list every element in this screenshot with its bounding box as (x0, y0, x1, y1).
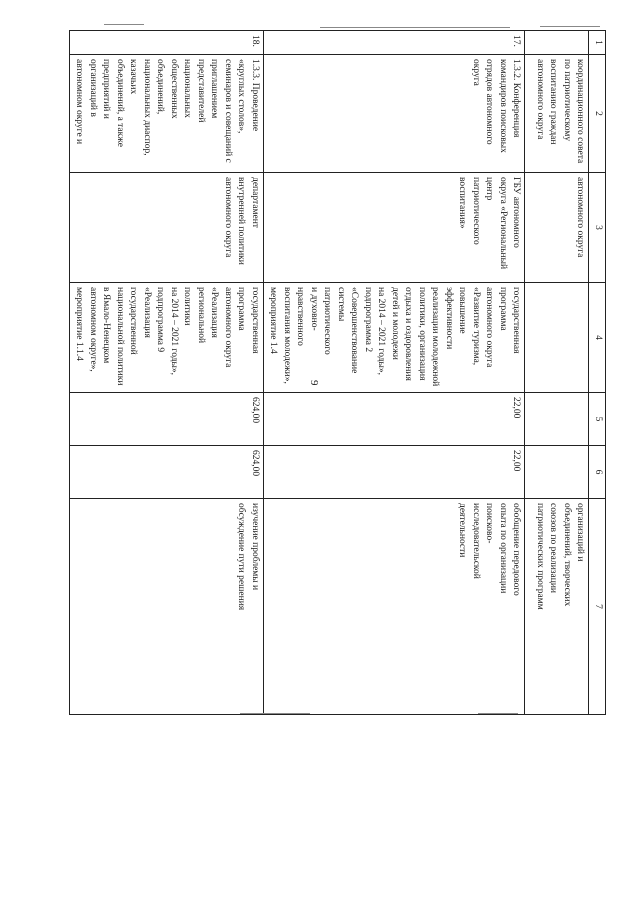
result-cell: обобщение передового опыта по организации поисково- исследовательской деятельности (263, 499, 524, 715)
table-row (70, 31, 264, 715)
program-cell (525, 283, 589, 393)
row-number (525, 31, 589, 55)
measures-table (69, 30, 606, 715)
scan-mark (320, 27, 510, 28)
header-col-5: 5 (589, 393, 606, 446)
value-col-5 (525, 393, 589, 446)
table-row (525, 31, 589, 715)
row-number: 18. (70, 31, 264, 55)
value-col-5: 624,00 (70, 393, 264, 446)
header-col-3: 3 (589, 173, 606, 283)
header-col-4: 4 (589, 283, 606, 393)
header-col-6: 6 (589, 446, 606, 499)
value-col-6: 624,00 (70, 446, 264, 499)
value-col-6: 22,00 (263, 446, 524, 499)
header-col-1: 1 (589, 31, 606, 55)
executor-cell: ГБУ автономного округа «Региональный центр патриотического воспитания» (263, 173, 524, 283)
executor-cell: департамент внутренней политики автономного округа (70, 173, 264, 283)
result-cell: организаций и объединений, творческих союзов по реализации патриотических программ (525, 499, 589, 715)
scan-mark (540, 26, 600, 27)
header-row (589, 31, 606, 715)
header-col-7: 7 (589, 499, 606, 715)
page-number: 9 (308, 380, 320, 386)
event-cell: 1.3.3. Проведение «круглых столов», семинаров и совещаний с приглашением представителей национальных общественных объединений, национальных диаспор, казачьих объединений, а также предприятий и организаций в автономном округе и (70, 55, 264, 173)
row-number: 17. (263, 31, 524, 55)
event-cell: координационного совета по патриотическому воспитанию граждан автономного округа (525, 55, 589, 173)
scan-mark (240, 713, 310, 714)
result-cell: изучение проблемы и обсуждение пути решения (70, 499, 264, 715)
header-col-2: 2 (589, 55, 606, 173)
executor-cell: автономного округа (525, 173, 589, 283)
rotated-table-wrapper (74, 30, 606, 714)
scan-mark (104, 24, 144, 25)
value-col-5: 22,00 (263, 393, 524, 446)
event-cell: 1.3.2. Конференция командиров поисковых отрядов автономного округа (263, 55, 524, 173)
program-cell: государственная программа автономного округа «Развитие туризма, повышение эффективности реализации молодежной политики, организация отдыха и оздоровления детей и молодежи на 2014 – 2021 годы», подпрограмма 2 «Совершенствование системы патриотического и духовно-нравственного воспитания молодежи», мероприятие 1.4 (263, 283, 524, 393)
scan-mark (478, 713, 518, 714)
value-col-6 (525, 446, 589, 499)
table-row (263, 31, 524, 715)
program-cell: государственная программа автономного округа «Реализация региональной политики на 2014 – 2021 годы», подпрограмма 9 «Реализация государственной национальной политики в Ямало-Ненецком автономном округе», мероприятие 1.1.4 (70, 283, 264, 393)
